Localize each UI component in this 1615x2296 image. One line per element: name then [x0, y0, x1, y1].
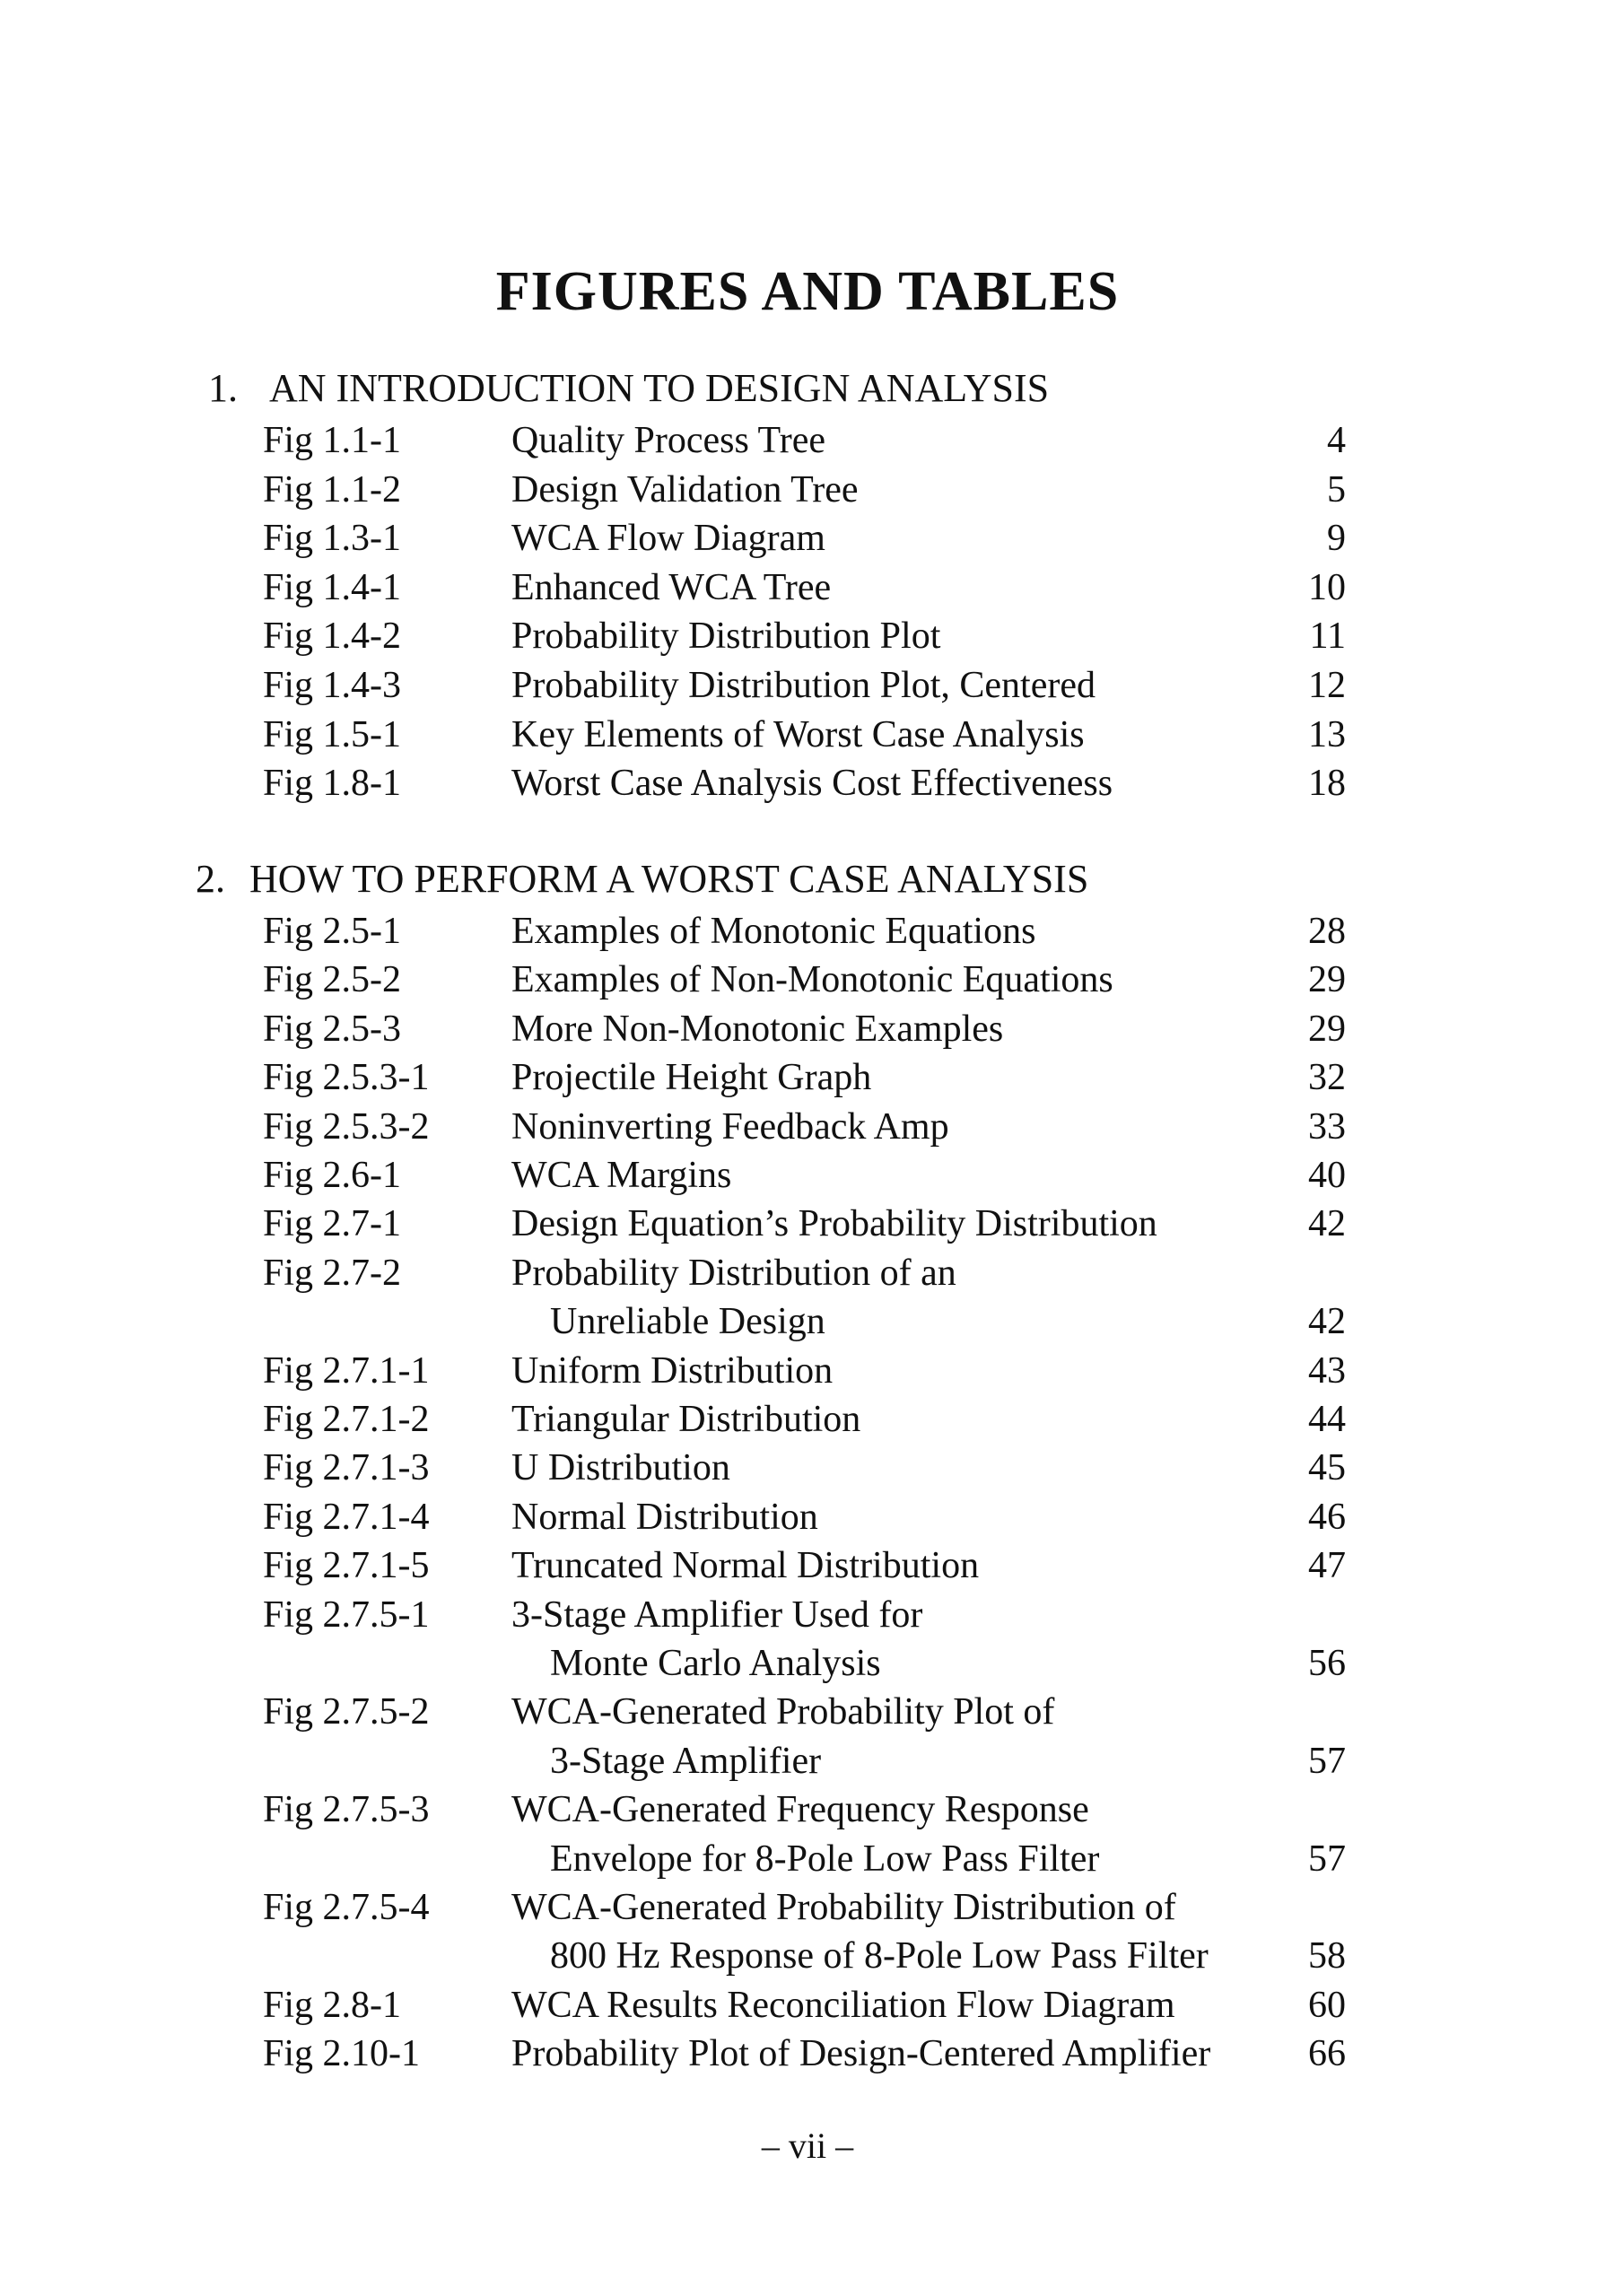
- figure-caption: Truncated Normal Distribution: [511, 1545, 980, 1587]
- figure-caption: Enhanced WCA Tree: [511, 566, 832, 608]
- page-number: 66: [1308, 2033, 1346, 2075]
- page-number: 47: [1308, 1545, 1346, 1587]
- page-number: 28: [1308, 911, 1346, 952]
- page-number: 46: [1308, 1496, 1346, 1538]
- figure-label: Fig 2.5-3: [263, 1008, 402, 1050]
- page-number: 57: [1308, 1740, 1346, 1782]
- figure-label: Fig 2.5.3-2: [263, 1105, 430, 1148]
- page-number: 4: [1327, 420, 1346, 461]
- figure-caption: WCA Flow Diagram: [511, 518, 825, 560]
- figure-caption: Worst Case Analysis Cost Effectiveness: [511, 763, 1113, 805]
- list-item: [0, 1249, 1615, 1297]
- figure-caption: Normal Distribution: [511, 1496, 818, 1538]
- list-item: [0, 1493, 1615, 1541]
- figure-caption: U Distribution: [511, 1447, 730, 1489]
- list-item: [0, 563, 1615, 612]
- section-number: 1.: [208, 366, 238, 410]
- figure-label: Fig 2.7.1-1: [263, 1349, 430, 1392]
- page-number: 12: [1308, 665, 1346, 706]
- page-number: 13: [1308, 713, 1346, 755]
- list-item: [0, 1347, 1615, 1395]
- figure-caption: Projectile Height Graph: [511, 1057, 872, 1099]
- figure-caption: WCA Margins: [511, 1155, 732, 1196]
- figure-label: Fig 1.1-1: [263, 420, 402, 461]
- figure-caption: Probability Distribution Plot, Centered: [511, 665, 1096, 706]
- section-title: HOW TO PERFORM A WORST CASE ANALYSIS: [249, 857, 1089, 901]
- section-number: 2.: [196, 857, 225, 901]
- figure-label: Fig 2.5-1: [263, 911, 402, 952]
- figure-label: Fig 2.7.1-2: [263, 1399, 430, 1440]
- figure-caption: Envelope for 8-Pole Low Pass Filter: [550, 1838, 1100, 1880]
- figure-label: Fig 1.4-2: [263, 615, 402, 658]
- list-item: [0, 661, 1615, 710]
- figure-label: Fig 2.7.5-4: [263, 1887, 430, 1928]
- page-number: 29: [1308, 959, 1346, 1001]
- figure-label: Fig 2.6-1: [263, 1155, 402, 1196]
- figure-caption: WCA-Generated Probability Plot of: [511, 1691, 1055, 1733]
- page-number: 5: [1327, 468, 1346, 511]
- list-item: [0, 759, 1615, 808]
- figure-caption: Quality Process Tree: [511, 420, 825, 461]
- figure-label: Fig 2.5.3-1: [263, 1057, 430, 1099]
- figure-caption: 3-Stage Amplifier: [550, 1740, 822, 1782]
- figure-label: Fig 1.5-1: [263, 713, 402, 755]
- list-item: [0, 1688, 1615, 1736]
- figure-caption: Noninverting Feedback Amp: [511, 1105, 949, 1148]
- list-item: [0, 1395, 1615, 1444]
- figure-caption: Unreliable Design: [550, 1301, 825, 1343]
- page-number: 42: [1308, 1203, 1346, 1245]
- figure-label: Fig 2.7.5-2: [263, 1691, 430, 1733]
- page-number: 10: [1308, 566, 1346, 608]
- figure-label: Fig 2.7.5-3: [263, 1789, 430, 1831]
- figure-caption: Probability Plot of Design-Centered Amplifier: [511, 2033, 1211, 2075]
- figure-caption: WCA-Generated Frequency Response: [511, 1789, 1089, 1831]
- list-item: [0, 1200, 1615, 1248]
- page-number: 57: [1308, 1838, 1346, 1880]
- page-number: 56: [1308, 1643, 1346, 1684]
- page-number: 42: [1308, 1301, 1346, 1343]
- figure-label: Fig 2.5-2: [263, 959, 402, 1001]
- figure-caption: Examples of Non-Monotonic Equations: [511, 959, 1113, 1001]
- figure-caption: Triangular Distribution: [511, 1399, 861, 1440]
- list-item: [0, 1444, 1615, 1492]
- list-item: [0, 2030, 1615, 2078]
- page-number: 9: [1327, 518, 1346, 560]
- list-item-continuation: [0, 1932, 1615, 1980]
- list-item: [0, 1103, 1615, 1151]
- figure-label: Fig 2.7-2: [263, 1252, 402, 1294]
- figure-label: Fig 2.7.1-5: [263, 1545, 430, 1587]
- figure-caption: Monte Carlo Analysis: [550, 1643, 881, 1684]
- list-item: [0, 416, 1615, 465]
- figure-caption: Examples of Monotonic Equations: [511, 911, 1036, 952]
- figure-label: Fig 2.10-1: [263, 2033, 421, 2075]
- page-number: 58: [1308, 1935, 1346, 1977]
- list-item-continuation: [0, 1737, 1615, 1785]
- page-number: 33: [1308, 1105, 1346, 1148]
- page-number: 32: [1308, 1057, 1346, 1099]
- figure-label: Fig 1.4-1: [263, 566, 402, 608]
- figure-label: Fig 2.7.5-1: [263, 1593, 430, 1636]
- page-number: 43: [1308, 1349, 1346, 1392]
- figure-label: Fig 1.4-3: [263, 665, 402, 706]
- figure-caption: Probability Distribution Plot: [511, 615, 941, 658]
- list-item: [0, 1053, 1615, 1102]
- figure-caption: Key Elements of Worst Case Analysis: [511, 713, 1085, 755]
- figure-caption: Design Validation Tree: [511, 468, 859, 511]
- list-item: [0, 711, 1615, 759]
- list-item: [0, 466, 1615, 514]
- list-item: [0, 1541, 1615, 1590]
- page-number: 29: [1308, 1008, 1346, 1050]
- list-item: [0, 1151, 1615, 1200]
- figure-caption: Probability Distribution of an: [511, 1252, 956, 1294]
- figure-caption: 800 Hz Response of 8-Pole Low Pass Filter: [550, 1935, 1209, 1977]
- figure-caption: 3-Stage Amplifier Used for: [511, 1593, 923, 1636]
- figure-caption: WCA-Generated Probability Distribution of: [511, 1887, 1176, 1928]
- list-item: [0, 956, 1615, 1004]
- page-number: 18: [1308, 763, 1346, 805]
- list-item: [0, 514, 1615, 563]
- figure-label: Fig 2.7.1-3: [263, 1447, 430, 1489]
- page-number: 40: [1308, 1155, 1346, 1196]
- figure-label: Fig 1.3-1: [263, 518, 402, 560]
- list-item: [0, 612, 1615, 660]
- page-number: 11: [1309, 615, 1346, 658]
- figure-label: Fig 2.8-1: [263, 1984, 402, 2026]
- figure-label: Fig 1.1-2: [263, 468, 402, 511]
- page-folio: – vii –: [761, 2126, 854, 2166]
- list-item: [0, 1591, 1615, 1639]
- list-item-continuation: [0, 1297, 1615, 1346]
- list-item-continuation: [0, 1835, 1615, 1883]
- list-item: [0, 1883, 1615, 1932]
- figure-caption: More Non-Monotonic Examples: [511, 1008, 1004, 1050]
- list-item: [0, 1785, 1615, 1834]
- section-title: AN INTRODUCTION TO DESIGN ANALYSIS: [269, 366, 1050, 410]
- list-item: [0, 907, 1615, 956]
- figure-caption: Uniform Distribution: [511, 1349, 834, 1392]
- figure-label: Fig 2.7-1: [263, 1203, 402, 1245]
- figure-label: Fig 2.7.1-4: [263, 1496, 430, 1538]
- page-title: FIGURES AND TABLES: [495, 261, 1120, 322]
- list-item: [0, 1981, 1615, 2030]
- figure-caption: WCA Results Reconciliation Flow Diagram: [511, 1984, 1175, 2026]
- page-number: 60: [1308, 1984, 1346, 2026]
- figure-caption: Design Equation’s Probability Distribution: [511, 1203, 1157, 1245]
- figure-label: Fig 1.8-1: [263, 763, 402, 805]
- page-number: 45: [1308, 1447, 1346, 1489]
- list-item-continuation: [0, 1639, 1615, 1688]
- page-number: 44: [1308, 1399, 1346, 1440]
- list-item: [0, 1005, 1615, 1053]
